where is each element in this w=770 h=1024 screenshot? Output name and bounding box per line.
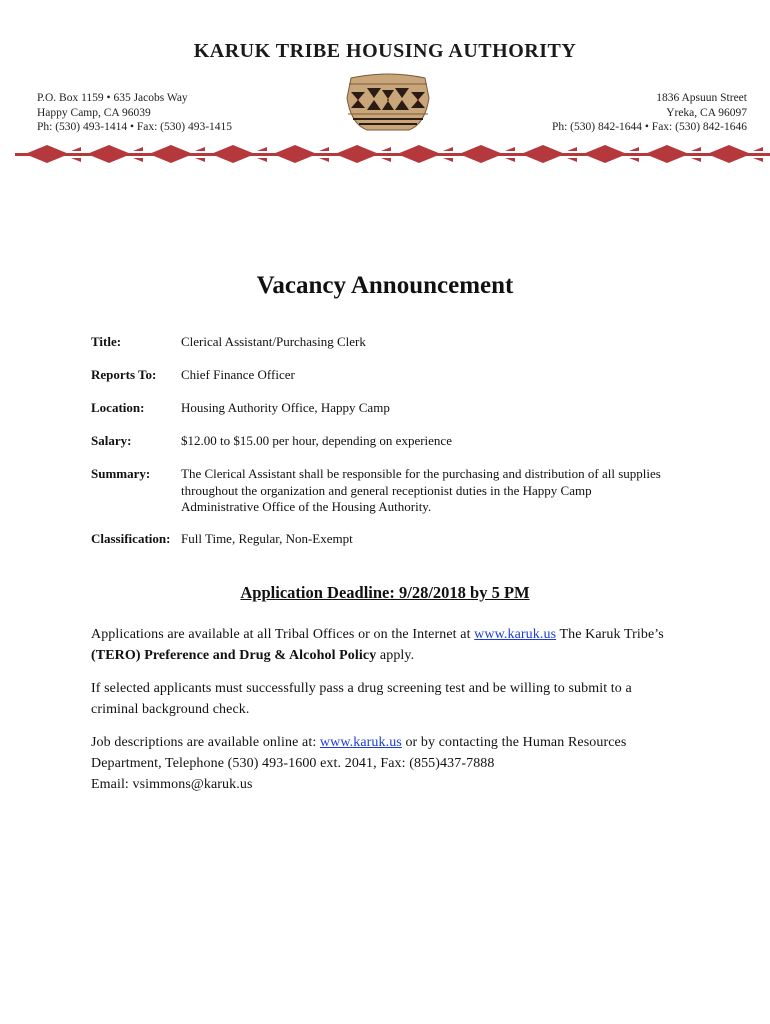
- left-address-line: P.O. Box 1159 • 635 Jacobs Way: [37, 92, 188, 104]
- band-arrow-mark: [257, 147, 267, 151]
- page-title: Vacancy Announcement: [256, 272, 514, 299]
- band-diamond-mark: [273, 145, 317, 163]
- left-address-line: Happy Camp, CA 96039: [37, 106, 151, 119]
- right-address-block: [552, 91, 747, 135]
- band-arrow-mark: [319, 158, 329, 162]
- website-link[interactable]: www.karuk.us: [474, 627, 557, 642]
- band-arrow-mark: [443, 158, 453, 162]
- organization-name: KARUK TRIBE HOUSING AUTHORITY: [193, 40, 577, 62]
- band-diamond-mark: [211, 145, 255, 163]
- band-arrow-mark: [319, 147, 329, 151]
- band-diamond-mark: [707, 145, 751, 163]
- band-arrow-mark: [257, 158, 267, 162]
- band-diamond-mark: [149, 145, 193, 163]
- band-arrow-mark: [567, 158, 577, 162]
- job-descriptions-paragraph: [91, 732, 681, 795]
- band-diamond-mark: [521, 145, 565, 163]
- band-arrow-mark: [195, 147, 205, 151]
- band-arrow-mark: [505, 158, 515, 162]
- right-address-line: 1836 Apsuun Street: [656, 92, 747, 104]
- band-arrow-mark: [691, 158, 701, 162]
- letterhead: [0, 0, 770, 175]
- field-label: Summary:: [91, 466, 151, 481]
- band-diamond-mark: [583, 145, 627, 163]
- text-run: Applications are available at all Tribal Offices or on the Internet at: [91, 627, 475, 642]
- right-address-line: Ph: (530) 842-1644 • Fax: (530) 842-1646: [551, 121, 747, 133]
- band-diamond-mark: [645, 145, 689, 163]
- right-address-line: Yreka, CA 96097: [666, 106, 747, 119]
- field-label: Title:: [91, 334, 122, 349]
- band-arrow-mark: [505, 147, 515, 151]
- band-arrow-mark: [71, 158, 81, 162]
- decorative-band: [15, 139, 770, 169]
- band-arrow-mark: [629, 147, 639, 151]
- text-run: or by contacting the Human Resources Department, Telephone (530) 493-1600 ext. 2041, Fax: (855)437-7888: [91, 735, 627, 771]
- field-label: Salary:: [91, 433, 132, 448]
- band-arrow-mark: [133, 158, 143, 162]
- policy-text: (TERO) Preference and Drug & Alcohol Policy: [91, 648, 377, 663]
- application-deadline: Application Deadline: 9/28/2018 by 5 PM: [240, 583, 530, 602]
- band-arrow-mark: [443, 147, 453, 151]
- field-value: Full Time, Regular, Non-Exempt: [181, 531, 353, 546]
- contact-email: Email: vsimmons@karuk.us: [91, 777, 253, 792]
- band-arrow-mark: [753, 147, 763, 151]
- band-arrow-mark: [629, 158, 639, 162]
- band-arrow-mark: [567, 147, 577, 151]
- screening-paragraph: If selected applicants must successfully pass a drug screening test and be willing to submit to a criminal background check.: [91, 681, 632, 717]
- field-value: Chief Finance Officer: [181, 367, 295, 382]
- website-link[interactable]: www.karuk.us: [319, 735, 402, 750]
- band-diamond-mark: [459, 145, 503, 163]
- band-arrow-mark: [381, 147, 391, 151]
- field-value: Housing Authority Office, Happy Camp: [181, 400, 390, 415]
- basket-logo-icon: [345, 68, 431, 134]
- field-label: Reports To:: [91, 367, 157, 382]
- band-arrow-mark: [71, 147, 81, 151]
- band-arrow-mark: [133, 147, 143, 151]
- text-run: The Karuk Tribe’s: [556, 627, 664, 642]
- left-address-line: Ph: (530) 493-1414 • Fax: (530) 493-1415: [37, 121, 233, 133]
- field-label: Location:: [91, 400, 145, 415]
- band-arrow-mark: [753, 158, 763, 162]
- field-value: Clerical Assistant/Purchasing Clerk: [181, 334, 366, 349]
- band-arrow-mark: [195, 158, 205, 162]
- left-address-block: [37, 91, 232, 135]
- applications-paragraph: [91, 624, 681, 666]
- field-value: The Clerical Assistant shall be responsible for the purchasing and distribution of all supplies throughout the organization and general receptionist duties in the Happy Camp Administrative Office of the Housing Authority.: [181, 466, 661, 514]
- band-diamond-mark: [335, 145, 379, 163]
- band-arrow-mark: [691, 147, 701, 151]
- band-diamond-mark: [397, 145, 441, 163]
- field-label: Classification:: [91, 531, 171, 546]
- band-arrow-mark: [381, 158, 391, 162]
- text-run: apply.: [376, 648, 415, 663]
- field-value: $12.00 to $15.00 per hour, depending on experience: [181, 433, 452, 448]
- band-diamond-mark: [87, 145, 131, 163]
- text-run: Job descriptions are available online at:: [91, 735, 320, 750]
- band-diamond-mark: [25, 145, 69, 163]
